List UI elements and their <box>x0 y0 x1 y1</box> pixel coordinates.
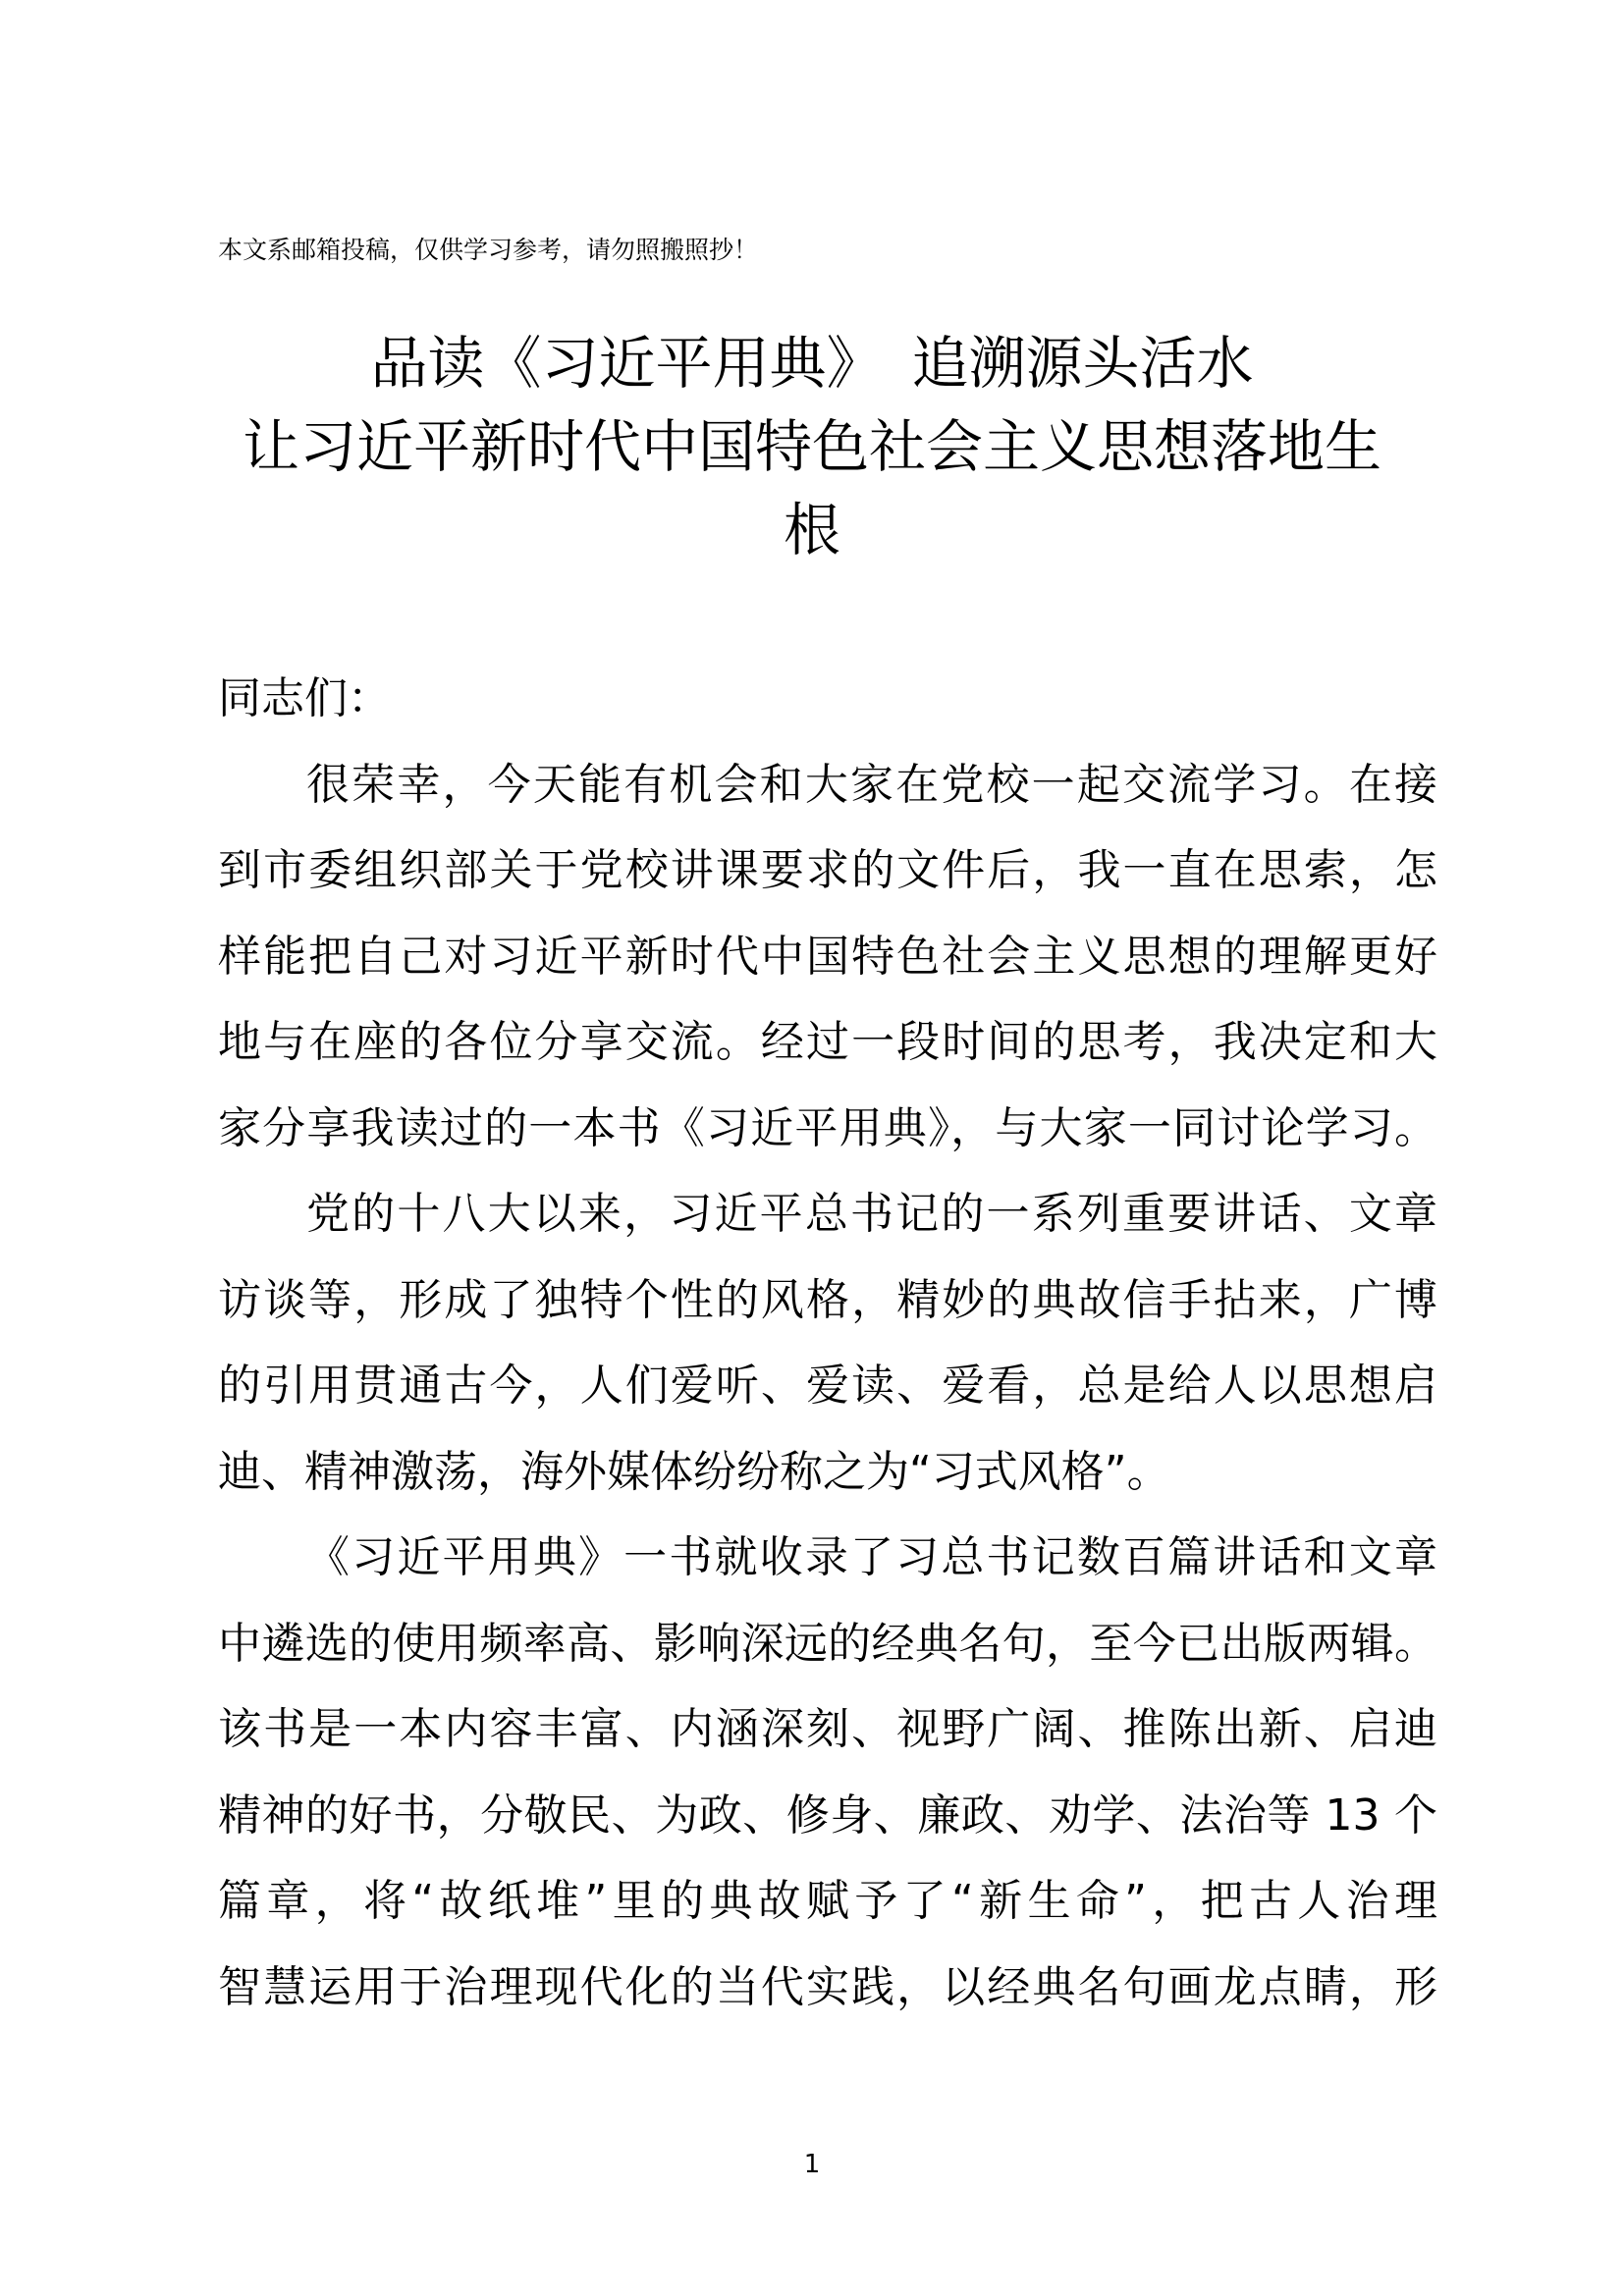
text-line: 篇章，将“故纸堆”里的典故赋予了“新生命”，把古人治理 <box>218 1876 1437 1926</box>
text-line: 地与在座的各位分享交流。经过一段时间的思考，我决定和大 <box>218 1017 1437 1067</box>
text-line: 《习近平用典》一书就收录了习总书记数百篇讲话和文章 <box>306 1532 1437 1582</box>
text-line: 中遴选的使用频率高、影响深远的经典名句，至今已出版两辑。 <box>218 1618 1437 1669</box>
text-line: 智慧运用于治理现代化的当代实践，以经典名句画龙点睛，形 <box>218 1961 1437 2012</box>
text-line: 到市委组织部关于党校讲课要求的文件后，我一直在思索，怎 <box>218 845 1437 895</box>
title-line: 让习近平新时代中国特色社会主义思想落地生 <box>242 413 1381 480</box>
text-line: 迪、精神激荡，海外媒体纷纷称之为“习式风格”。 <box>218 1446 1170 1497</box>
document-body <box>218 656 1437 2030</box>
text-line: 访谈等，形成了独特个性的风格，精妙的典故信手拈来，广博 <box>218 1274 1437 1325</box>
paragraph-2 <box>218 1171 1437 1515</box>
title-line: 根 <box>783 497 840 563</box>
document-title <box>147 322 1477 572</box>
title-line: 品读《习近平用典》 追溯源头活水 <box>370 330 1254 397</box>
salutation: 同志们： <box>218 673 391 723</box>
text-line: 很荣幸，今天能有机会和大家在党校一起交流学习。在接 <box>306 759 1437 810</box>
disclaimer-note: 本文系邮箱投稿，仅供学习参考，请勿照搬照抄！ <box>218 236 759 264</box>
text-line: 家分享我读过的一本书《习近平用典》，与大家一同讨论学习。 <box>218 1102 1437 1153</box>
text-line: 该书是一本内容丰富、内涵深刻、视野广阔、推陈出新、启迪 <box>218 1704 1437 1754</box>
page-number: 1 <box>803 2150 821 2179</box>
text-line: 样能把自己对习近平新时代中国特色社会主义思想的理解更好 <box>218 931 1437 982</box>
text-line: 精神的好书，分敬民、为政、修身、廉政、劝学、法治等 13 个 <box>218 1789 1437 1841</box>
paragraph-1 <box>218 742 1437 1172</box>
text-line: 党的十八大以来，习近平总书记的一系列重要讲话、文章 <box>306 1189 1437 1239</box>
text-line: 的引用贯通古今，人们爱听、爱读、爱看，总是给人以思想启 <box>218 1361 1437 1411</box>
paragraph-3 <box>218 1515 1437 2030</box>
